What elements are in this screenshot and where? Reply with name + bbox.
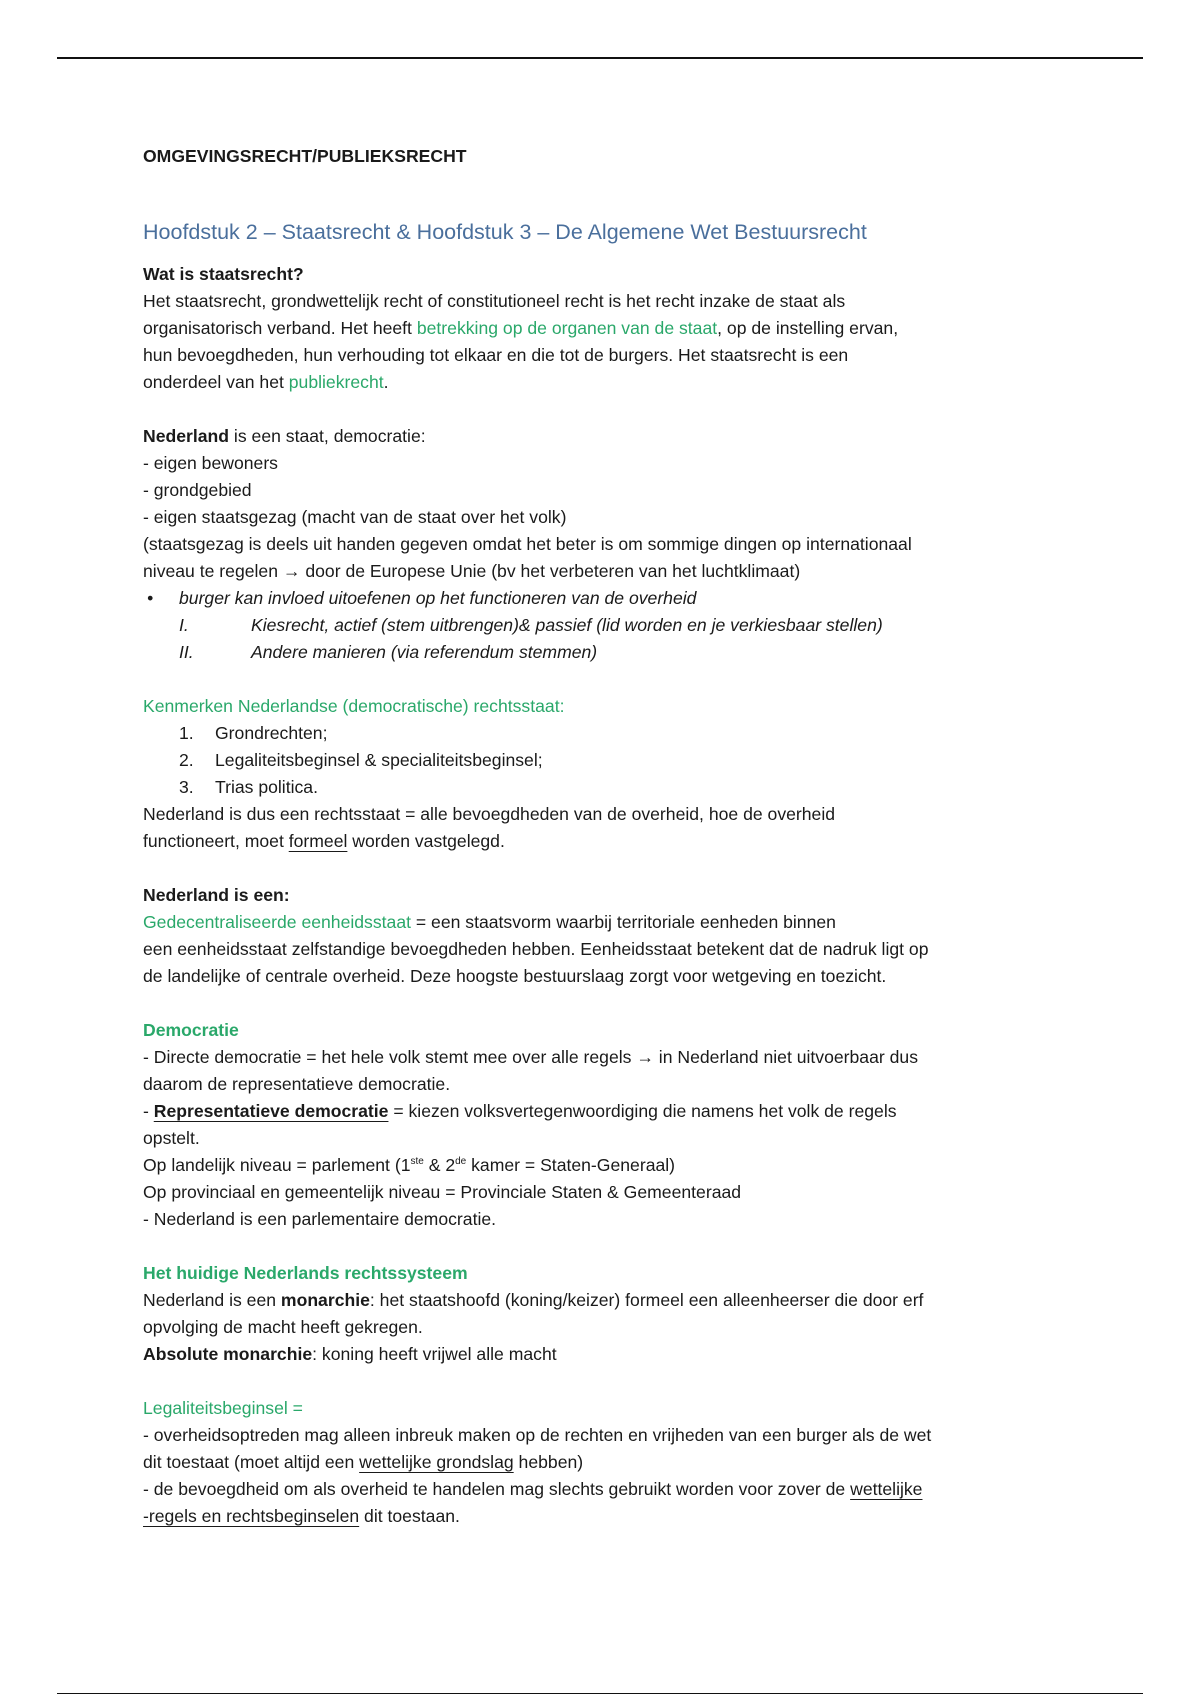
paragraph-line: dit toestaat (moet altijd een wettelijke grondslag hebben) [143,1452,584,1472]
paragraph-line: - Directe democratie = het hele volk stemt mee over alle regels → in Nederland niet uitvoerbaar dus [143,1047,918,1067]
highlight-text: Gedecentraliseerde eenheidsstaat [143,912,411,932]
highlight-text: betrekking op de organen van de staat [416,318,718,338]
paragraph-line: Nederland is een monarchie: het staatshoofd (koning/keizer) formeel een alleenheerser die door erf [143,1290,924,1310]
underlined-text: formeel [288,831,348,851]
paragraph-line: Het staatsrecht, grondwettelijk recht of constitutioneel recht is het recht inzake de staat als [143,291,846,311]
section-legaliteitsbeginsel [143,1395,1063,1530]
paragraph-line: onderdeel van het publiekrecht. [143,372,389,392]
paragraph-line: (staatsgezag is deels uit handen gegeven omdat het beter is om sommige dingen op internationaal [143,534,912,554]
section-heading: Kenmerken Nederlandse (democratische) rechtsstaat: [143,696,565,716]
section-heading: Het huidige Nederlands rechtssysteem [143,1263,468,1283]
bottom-rule [57,1693,1143,1694]
list-item: - grondgebied [143,480,252,500]
roman-list-item: II. Andere manieren (via referendum stemmen) [179,642,598,662]
section-staatsrecht [143,261,1063,396]
paragraph-line: - de bevoegdheid om als overheid te handelen mag slechts gebruikt worden voor zover de wettelijke [143,1479,923,1499]
list-item: - eigen staatsgezag (macht van de staat over het volk) [143,507,567,527]
paragraph-line: - overheidsoptreden mag alleen inbreuk maken op de rechten en vrijheden van een burger als de wet [143,1425,932,1445]
bullet-icon: • [147,588,154,608]
highlight-text: publiekrecht [288,372,384,392]
paragraph-line: de landelijke of centrale overheid. Deze hoogste bestuurslaag zorgt voor wetgeving en toezicht. [143,966,887,986]
section-heading: Wat is staatsrecht? [143,264,304,284]
paragraph-line: Op landelijk niveau = parlement (1ste & 2de kamer = Staten-Generaal) [143,1155,676,1175]
document-title: OMGEVINGSRECHT/PUBLIEKSRECHT [143,146,467,166]
numbered-item: 2. Legaliteitsbeginsel & specialiteitsbeginsel; [179,750,543,770]
bullet-item: • burger kan invloed uitoefenen op het functioneren van de overheid [143,585,1063,612]
chapter-heading: Hoofdstuk 2 – Staatsrecht & Hoofdstuk 3 – De Algemene Wet Bestuursrecht [143,220,867,244]
underlined-text: Representatieve democratie [153,1101,389,1121]
paragraph-line: opvolging de macht heeft gekregen. [143,1317,423,1337]
paragraph-line: - Nederland is een parlementaire democratie. [143,1209,497,1229]
paragraph-line: organisatorisch verband. Het heeft betrekking op de organen van de staat, op de instelling ervan, [143,318,899,338]
list-item: - eigen bewoners [143,453,278,473]
paragraph-line: daarom de representatieve democratie. [143,1074,451,1094]
paragraph-line: functioneert, moet formeel worden vastgelegd. [143,831,505,851]
numbered-item: 3. Trias politica. [179,777,318,797]
paragraph-line: -regels en rechtsbeginselen dit toestaan. [143,1506,460,1526]
paragraph-line: Nederland is een staat, democratie: [143,426,426,446]
document-body [143,143,1063,1530]
section-democratie [143,1017,1063,1233]
paragraph-line: Absolute monarchie: koning heeft vrijwel alle macht [143,1344,557,1364]
section-heading: Nederland is een: [143,885,290,905]
section-heading: Legaliteitsbeginsel = [143,1398,303,1418]
underlined-text: wettelijke [850,1479,923,1499]
paragraph-line: hun bevoegdheden, hun verhouding tot elkaar en die tot de burgers. Het staatsrecht is een [143,345,849,365]
paragraph-line: - Representatieve democratie = kiezen volksvertegenwoordiging die namens het volk de regels [143,1101,897,1121]
paragraph-line: Nederland is dus een rechtsstaat = alle bevoegdheden van de overheid, hoe de overheid [143,804,836,824]
paragraph-line: niveau te regelen → door de Europese Unie (bv het verbeteren van het luchtklimaat) [143,561,801,581]
paragraph-line: Gedecentraliseerde eenheidsstaat = een staatsvorm waarbij territoriale eenheden binnen [143,912,836,932]
roman-list-item: I. Kiesrecht, actief (stem uitbrengen)& passief (lid worden en je verkiesbaar stellen) [179,615,883,635]
section-kenmerken [143,693,1063,855]
section-heading: Democratie [143,1020,239,1040]
numbered-item: 1. Grondrechten; [179,723,328,743]
underlined-text: wettelijke grondslag [359,1452,514,1472]
section-nederland-staat [143,423,1063,666]
section-nederland-is-een [143,882,1063,990]
section-huidige-rechtssysteem [143,1260,1063,1368]
top-rule [57,57,1143,59]
paragraph-line: een eenheidsstaat zelfstandige bevoegdheden hebben. Eenheidsstaat betekent dat de nadruk ligt op [143,939,929,959]
underlined-text: -regels en rechtsbeginselen [143,1506,360,1526]
paragraph-line: opstelt. [143,1128,200,1148]
paragraph-line: Op provinciaal en gemeentelijk niveau = Provinciale Staten & Gemeenteraad [143,1182,742,1202]
